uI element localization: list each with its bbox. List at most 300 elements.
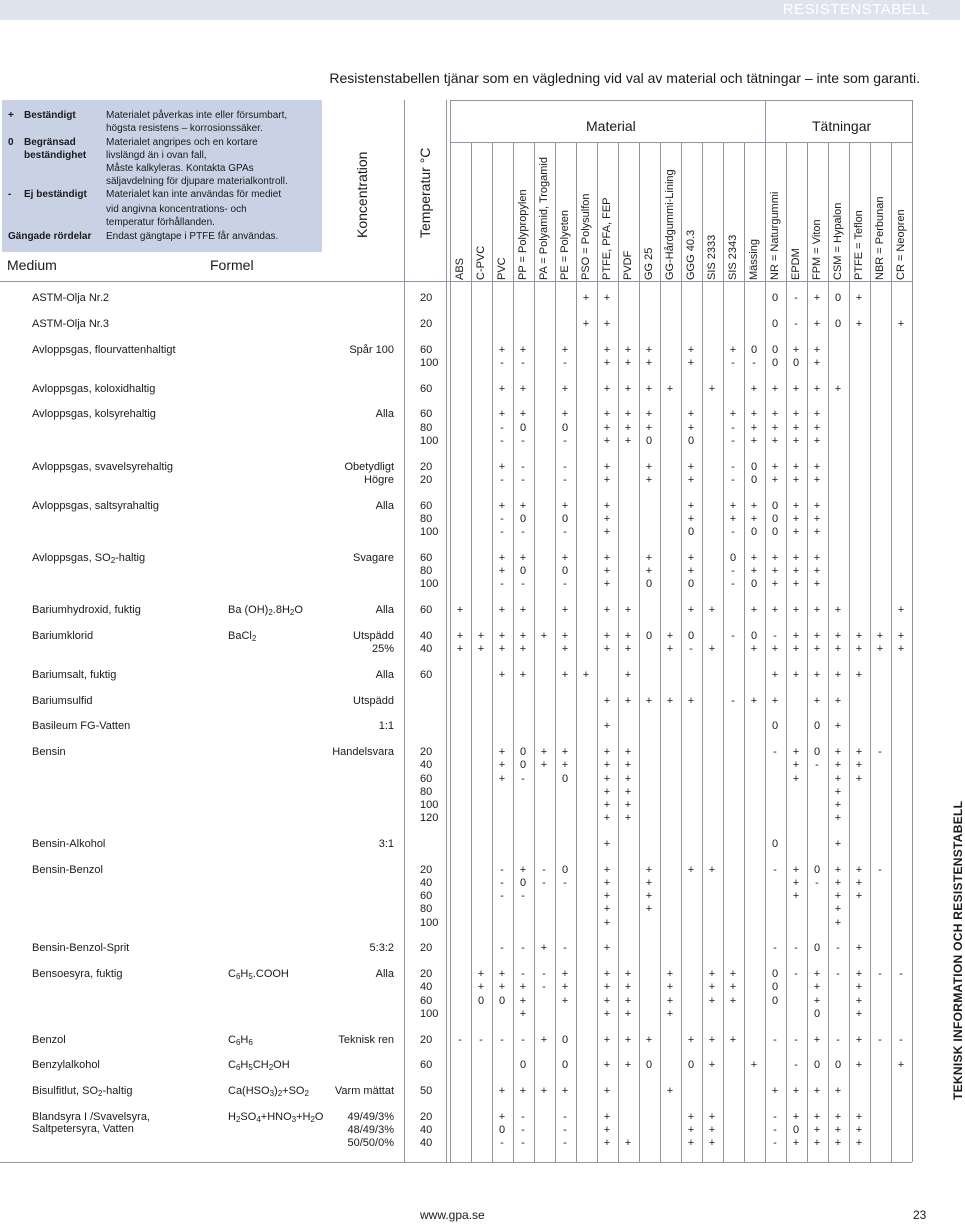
resistance-value: + xyxy=(687,421,695,434)
resistance-value: + xyxy=(477,643,485,655)
temperature: 60 xyxy=(420,382,433,395)
medium-name: Bensin-Benzol xyxy=(32,863,103,876)
resistance-value: + xyxy=(687,1033,695,1046)
resistance-value: + xyxy=(708,643,716,655)
resistance-value: + xyxy=(603,981,611,994)
resistance-value: + xyxy=(834,746,842,759)
resistance-value: + xyxy=(603,799,611,811)
grid-line xyxy=(0,281,912,282)
resistance-value: + xyxy=(645,903,653,916)
resistance-value: - xyxy=(500,421,504,434)
resistance-value: + xyxy=(813,565,821,577)
resistance-value: 0 xyxy=(792,1124,800,1137)
resistance-value: + xyxy=(624,1137,632,1150)
resistance-value: + xyxy=(624,1007,632,1020)
temperature: 20 xyxy=(420,460,433,473)
resistance-value: + xyxy=(603,1007,611,1020)
resistance-value: + xyxy=(708,604,716,616)
temperature: 60 xyxy=(420,551,433,564)
resistance-value: + xyxy=(813,668,821,681)
column-header: NR = Naturgummi xyxy=(769,191,781,280)
medium-name: Bensin-Alkohol xyxy=(32,838,106,850)
resistance-value: + xyxy=(834,785,842,798)
resistance-value: + xyxy=(624,694,632,707)
grid-line xyxy=(786,142,787,1162)
resistance-value: - xyxy=(731,694,735,707)
resistance-value: + xyxy=(771,694,779,707)
medium-name: Avloppsgas, koloxidhaltig xyxy=(32,382,156,395)
resistance-value: + xyxy=(750,694,758,707)
resistance-value: 0 xyxy=(645,578,653,591)
subtitle: Resistenstabellen tjänar som en vägledning vid val av material och tätningar – inte som garanti. xyxy=(329,70,920,86)
medium-name: Avloppsgas, saltsyrahaltig xyxy=(32,499,159,512)
resistance-value: 0 xyxy=(750,526,758,538)
resistance-value: + xyxy=(666,968,674,981)
temperature: 60 xyxy=(420,668,433,681)
temperature: 60 xyxy=(420,772,433,785)
concentration: Alla xyxy=(375,604,394,616)
resistance-value: 0 xyxy=(813,1007,821,1020)
resistance-value: + xyxy=(792,772,800,785)
temperature: 20 xyxy=(420,473,433,486)
resistance-value: + xyxy=(603,772,611,785)
resistance-value: - xyxy=(878,863,882,876)
resistance-value: + xyxy=(687,863,695,876)
resistance-value: 0 xyxy=(519,759,527,772)
medium-name: Blandsyra I /Svavelsyra, Saltpetersyra, Vatten xyxy=(32,1111,150,1135)
legend-name-plus: Beständigt xyxy=(24,110,76,121)
resistance-value: + xyxy=(603,785,611,798)
resistance-value: - xyxy=(878,968,882,981)
resistance-value: 0 xyxy=(771,512,779,525)
resistance-value: 0 xyxy=(771,356,779,369)
resistance-value: - xyxy=(731,434,735,447)
formula: $H_2SO_4+HNO_3+H_2O$ xyxy=(228,1111,324,1124)
resistance-value: 0 xyxy=(750,578,758,591)
resistance-value: + xyxy=(666,629,674,642)
resistance-value: + xyxy=(813,629,821,642)
resistance-value: - xyxy=(521,460,525,473)
resistance-value: + xyxy=(456,629,464,642)
resistance-value: - xyxy=(794,292,798,304)
resistance-value: - xyxy=(521,1033,525,1046)
formula: Ba $(OH)_2.8H_2O$ xyxy=(228,604,303,617)
resistance-value: + xyxy=(498,643,506,655)
resistance-value: + xyxy=(855,292,863,304)
header-seal-group: Tätningar xyxy=(812,118,872,134)
resistance-value: - xyxy=(794,968,798,981)
column-header: PVDF xyxy=(622,250,634,280)
resistance-value: + xyxy=(498,604,506,616)
resistance-value: 0 xyxy=(561,565,569,577)
resistance-value: 0 xyxy=(771,994,779,1007)
resistance-value: + xyxy=(792,512,800,525)
resistance-value: - xyxy=(731,526,735,538)
resistance-value: + xyxy=(603,1085,611,1098)
legend-symbol-zero: 0 xyxy=(8,137,14,148)
resistance-value: + xyxy=(897,629,905,642)
resistance-value: + xyxy=(792,408,800,421)
concentration: Varm mättat xyxy=(334,1085,394,1098)
formula: $C_6H_6$ xyxy=(228,1033,253,1047)
resistance-value: + xyxy=(813,292,821,304)
resistance-value: + xyxy=(603,916,611,929)
resistance-value: + xyxy=(813,512,821,525)
legend-name-zero-2: beständighet xyxy=(24,150,87,161)
grid-line xyxy=(744,142,745,1162)
resistance-value: + xyxy=(687,551,695,564)
temperature: 40 xyxy=(420,1124,433,1137)
resistance-value: + xyxy=(813,499,821,512)
resistance-value: 0 xyxy=(750,473,758,486)
medium-name: Bensin xyxy=(32,746,66,759)
resistance-value: + xyxy=(792,668,800,681)
resistance-value: + xyxy=(834,1085,842,1098)
header-formula: Formel xyxy=(210,257,254,273)
concentration: 1:1 xyxy=(378,720,394,733)
resistance-value: + xyxy=(624,604,632,616)
resistance-value: + xyxy=(792,460,800,473)
resistance-value: + xyxy=(645,382,653,395)
resistance-value: + xyxy=(498,408,506,421)
resistance-value: + xyxy=(897,1059,905,1072)
grid-line xyxy=(849,142,850,1162)
resistance-value: - xyxy=(521,356,525,369)
resistance-value: + xyxy=(813,356,821,369)
resistance-value: + xyxy=(855,643,863,655)
resistance-value: 0 xyxy=(519,565,527,577)
resistance-value: + xyxy=(855,1007,863,1020)
resistance-value: + xyxy=(729,499,737,512)
resistance-value: + xyxy=(456,643,464,655)
resistance-value: + xyxy=(771,668,779,681)
resistance-value: 0 xyxy=(792,356,800,369)
page-number: 23 xyxy=(913,1208,927,1222)
resistance-value: + xyxy=(813,1033,821,1046)
resistance-value: + xyxy=(813,604,821,616)
resistance-value: + xyxy=(645,421,653,434)
temperature: 40 xyxy=(420,877,433,889)
resistance-value: 0 xyxy=(687,1059,695,1072)
resistance-value: + xyxy=(855,1111,863,1123)
resistance-value: + xyxy=(834,799,842,811)
resistance-value: + xyxy=(834,812,842,825)
grid-line xyxy=(555,142,556,1162)
resistance-value: 0 xyxy=(750,343,758,356)
legend-name-zero: Begränsad xyxy=(24,137,76,148)
resistance-value: + xyxy=(603,382,611,395)
resistance-value: + xyxy=(834,838,842,850)
concentration: Teknisk ren xyxy=(338,1033,394,1046)
resistance-value: + xyxy=(519,1085,527,1098)
resistance-value: + xyxy=(624,421,632,434)
resistance-value: + xyxy=(708,863,716,876)
resistance-value: + xyxy=(603,1137,611,1150)
resistance-value: 0 xyxy=(771,526,779,538)
resistance-value: + xyxy=(792,1137,800,1150)
medium-name: Bariumsulfid xyxy=(32,694,93,707)
resistance-value: + xyxy=(582,668,590,681)
resistance-value: + xyxy=(624,994,632,1007)
resistance-value: 0 xyxy=(498,994,506,1007)
resistance-value: + xyxy=(855,1137,863,1150)
temperature: 100 xyxy=(420,526,439,538)
resistance-value: - xyxy=(794,317,798,330)
resistance-value: 0 xyxy=(645,1059,653,1072)
resistance-value: - xyxy=(521,1111,525,1123)
resistance-value: - xyxy=(542,863,546,876)
resistance-value: + xyxy=(603,694,611,707)
resistance-value: - xyxy=(731,473,735,486)
resistance-value: + xyxy=(498,668,506,681)
resistance-value: - xyxy=(563,473,567,486)
resistance-value: + xyxy=(498,382,506,395)
resistance-value: + xyxy=(834,863,842,876)
resistance-value: - xyxy=(521,1124,525,1137)
medium-name: Avloppsgas, $SO_2$-haltig xyxy=(32,551,146,565)
resistance-value: - xyxy=(500,890,504,903)
medium-name: Avloppsgas, kolsyrehaltig xyxy=(32,408,156,421)
column-header: EPDM xyxy=(790,248,802,280)
resistance-value: - xyxy=(836,942,840,955)
resistance-value: + xyxy=(603,512,611,525)
temperature: 60 xyxy=(420,890,433,903)
resistance-value: - xyxy=(899,968,903,981)
resistance-value: + xyxy=(666,1007,674,1020)
resistance-value: - xyxy=(500,356,504,369)
resistance-value: + xyxy=(813,1124,821,1137)
resistance-value: + xyxy=(645,356,653,369)
resistance-value: - xyxy=(500,473,504,486)
resistance-value: + xyxy=(855,863,863,876)
resistance-value: + xyxy=(834,382,842,395)
resistance-value: + xyxy=(498,460,506,473)
resistance-value: - xyxy=(521,772,525,785)
resistance-value: + xyxy=(603,877,611,889)
resistance-value: + xyxy=(603,903,611,916)
temperature: 20 xyxy=(420,863,433,876)
column-header: PA = Polyamid, Trogamid xyxy=(538,157,550,280)
resistance-value: + xyxy=(645,408,653,421)
resistance-value: + xyxy=(645,343,653,356)
resistance-value: + xyxy=(834,890,842,903)
resistance-value: + xyxy=(645,890,653,903)
legend-desc: livslängd än i ovan fall, xyxy=(106,150,207,161)
resistance-value: + xyxy=(855,1124,863,1137)
resistance-value: - xyxy=(521,434,525,447)
resistance-value: + xyxy=(561,759,569,772)
resistance-value: + xyxy=(603,890,611,903)
resistance-value: + xyxy=(624,772,632,785)
resistance-value: + xyxy=(477,968,485,981)
medium-name: ASTM-Olja Nr.2 xyxy=(32,292,110,304)
resistance-value: + xyxy=(792,643,800,655)
resistance-value: + xyxy=(792,746,800,759)
resistance-value: + xyxy=(855,968,863,981)
resistance-value: + xyxy=(561,968,569,981)
concentration: Svagare xyxy=(353,551,394,564)
resistance-value: - xyxy=(773,1033,777,1046)
concentration: 25% xyxy=(371,643,394,655)
resistance-value: + xyxy=(771,421,779,434)
grid-line xyxy=(597,142,598,1162)
resistance-value: + xyxy=(561,629,569,642)
resistance-value: - xyxy=(500,512,504,525)
resistance-value: + xyxy=(519,981,527,994)
concentration: Utspädd xyxy=(353,694,394,707)
concentration: Högre xyxy=(364,473,394,486)
resistance-value: + xyxy=(687,356,695,369)
formula: $C_6H_5.COOH$ xyxy=(228,968,289,982)
resistance-value: + xyxy=(477,981,485,994)
column-header: GG 25 xyxy=(643,247,655,280)
resistance-value: 0 xyxy=(519,877,527,889)
resistance-value: + xyxy=(645,863,653,876)
concentration: 48/49/3% xyxy=(347,1124,394,1137)
header-material-group: Material xyxy=(586,118,636,134)
resistance-value: - xyxy=(773,1111,777,1123)
resistance-value: + xyxy=(771,408,779,421)
resistance-value: + xyxy=(666,694,674,707)
resistance-value: + xyxy=(855,981,863,994)
resistance-value: + xyxy=(603,643,611,655)
temperature: 60 xyxy=(420,604,433,616)
resistance-value: + xyxy=(561,408,569,421)
temperature: 40 xyxy=(420,981,433,994)
resistance-value: - xyxy=(563,356,567,369)
resistance-value: - xyxy=(731,460,735,473)
resistance-value: 0 xyxy=(771,968,779,981)
resistance-value: + xyxy=(792,890,800,903)
resistance-value: + xyxy=(561,643,569,655)
resistance-value: - xyxy=(458,1033,462,1046)
resistance-value: + xyxy=(540,629,548,642)
resistance-value: - xyxy=(563,1124,567,1137)
grid-line xyxy=(0,1162,912,1163)
legend-desc: säljavdelning för djupare materialkontroll. xyxy=(106,176,288,187)
concentration: 50/50/0% xyxy=(347,1137,394,1150)
resistance-value: + xyxy=(792,759,800,772)
resistance-value: + xyxy=(855,772,863,785)
grid-line xyxy=(450,142,912,143)
grid-line xyxy=(534,142,535,1162)
resistance-value: + xyxy=(855,317,863,330)
grid-line xyxy=(891,142,892,1162)
resistance-value: + xyxy=(540,942,548,955)
resistance-value: - xyxy=(731,356,735,369)
resistance-value: + xyxy=(813,434,821,447)
temperature: 100 xyxy=(420,916,439,929)
resistance-value: - xyxy=(521,968,525,981)
resistance-value: + xyxy=(750,604,758,616)
temperature: 60 xyxy=(420,408,433,421)
resistance-value: + xyxy=(603,356,611,369)
resistance-value: + xyxy=(498,1085,506,1098)
resistance-value: + xyxy=(519,863,527,876)
resistance-value: + xyxy=(792,382,800,395)
resistance-value: + xyxy=(708,1033,716,1046)
resistance-value: 0 xyxy=(561,863,569,876)
column-header: FPM = Viton xyxy=(811,219,823,280)
grid-line xyxy=(681,142,682,1162)
medium-name: Bariumklorid xyxy=(32,629,94,642)
header-concentration: Koncentration xyxy=(354,151,370,238)
temperature: 80 xyxy=(420,512,433,525)
resistance-value: + xyxy=(519,994,527,1007)
resistance-value: + xyxy=(687,408,695,421)
resistance-value: + xyxy=(708,1137,716,1150)
resistance-value: + xyxy=(540,1033,548,1046)
resistance-value: + xyxy=(729,408,737,421)
resistance-value: + xyxy=(456,604,464,616)
resistance-value: - xyxy=(731,565,735,577)
resistance-value: + xyxy=(813,694,821,707)
resistance-value: + xyxy=(792,434,800,447)
resistance-value: + xyxy=(687,1137,695,1150)
resistance-value: + xyxy=(897,643,905,655)
temperature: 60 xyxy=(420,994,433,1007)
concentration: Alla xyxy=(375,408,394,421)
resistance-value: + xyxy=(624,746,632,759)
resistance-value: + xyxy=(666,994,674,1007)
resistance-value: - xyxy=(773,1137,777,1150)
legend-name-minus: Ej beständigt xyxy=(24,189,87,200)
resistance-value: + xyxy=(687,473,695,486)
resistance-value: + xyxy=(813,382,821,395)
resistance-value: + xyxy=(603,838,611,850)
resistance-value: + xyxy=(834,720,842,733)
resistance-value: 0 xyxy=(519,1059,527,1072)
resistance-value: + xyxy=(855,746,863,759)
resistance-value: + xyxy=(645,460,653,473)
resistance-value: - xyxy=(542,877,546,889)
resistance-value: + xyxy=(708,981,716,994)
column-header: Mässing xyxy=(748,239,760,280)
column-header: GG-Hårdgummi-Lining xyxy=(664,169,676,280)
temperature: 100 xyxy=(420,434,439,447)
resistance-value: + xyxy=(498,551,506,564)
resistance-value: + xyxy=(771,473,779,486)
resistance-value: + xyxy=(603,604,611,616)
resistance-value: + xyxy=(855,759,863,772)
resistance-value: + xyxy=(771,565,779,577)
resistance-value: - xyxy=(563,942,567,955)
resistance-value: + xyxy=(603,460,611,473)
resistance-value: - xyxy=(521,1137,525,1150)
resistance-value: + xyxy=(834,1124,842,1137)
resistance-value: + xyxy=(624,343,632,356)
resistance-value: + xyxy=(603,434,611,447)
temperature: 40 xyxy=(420,759,433,772)
medium-name: Bariumsalt, fuktig xyxy=(32,668,117,681)
resistance-value: + xyxy=(771,434,779,447)
column-header: SIS 2343 xyxy=(727,234,739,280)
resistance-value: + xyxy=(750,512,758,525)
legend-desc: Materialet påverkas inte eller försumbart, xyxy=(106,110,288,121)
resistance-value: 0 xyxy=(561,1059,569,1072)
column-header: NBR = Perbunan xyxy=(874,196,886,280)
grid-line xyxy=(576,142,577,1162)
resistance-value: + xyxy=(645,473,653,486)
resistance-value: + xyxy=(624,643,632,655)
resistance-value: - xyxy=(731,578,735,591)
resistance-value: - xyxy=(836,968,840,981)
resistance-value: + xyxy=(771,460,779,473)
resistance-value: + xyxy=(666,1085,674,1098)
resistance-value: 0 xyxy=(771,720,779,733)
column-header: GGG 40.3 xyxy=(685,229,697,280)
resistance-value: + xyxy=(708,1059,716,1072)
